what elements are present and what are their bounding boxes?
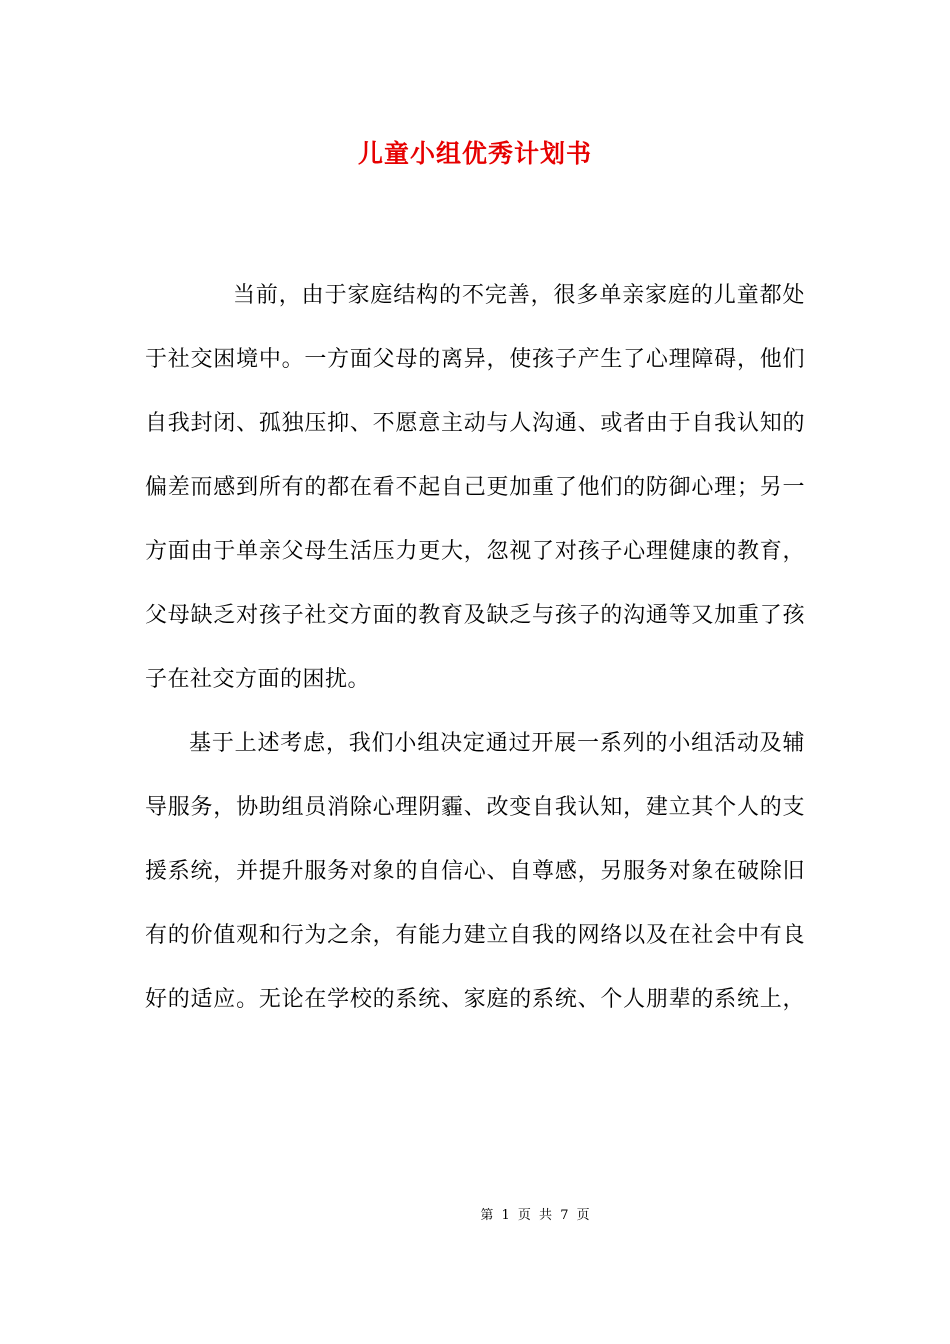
paragraph-2-line-4: 有的价值观和行为之余，有能力建立自我的网络以及在社会中有良	[145, 923, 805, 948]
paragraph-1-line-1: 当前，由于家庭结构的不完善，很多单亲家庭的儿童都处	[233, 283, 805, 308]
paragraph-2-line-3: 援系统，并提升服务对象的自信心、自尊感，另服务对象在破除旧	[145, 859, 805, 884]
paragraph-2-line-2: 导服务，协助组员消除心理阴霾、改变自我认知，建立其个人的支	[145, 795, 805, 820]
paragraph-1-line-7: 子在社交方面的困扰。	[145, 667, 371, 692]
document-title: 儿童小组优秀计划书	[357, 139, 592, 168]
document-body	[145, 274, 805, 1042]
paragraph-1-line-2: 于社交困境中。一方面父母的离异，使孩子产生了心理障碍，他们	[145, 347, 805, 372]
paragraph-1-line-6: 父母缺乏对孩子社交方面的教育及缺乏与孩子的沟通等又加重了孩	[145, 603, 805, 628]
paragraph-2-line-1: 基于上述考虑，我们小组决定通过开展一系列的小组活动及辅	[189, 731, 805, 756]
paragraph-1-line-4: 偏差而感到所有的都在看不起自己更加重了他们的防御心理；另一	[145, 475, 805, 500]
paragraph-1-line-5: 方面由于单亲父母生活压力更大，忽视了对孩子心理健康的教育，	[145, 539, 805, 564]
paragraph-1-line-3: 自我封闭、孤独压抑、不愿意主动与人沟通、或者由于自我认知的	[145, 411, 805, 436]
page-number-footer: 第 1 页 共 7 页	[480, 1208, 590, 1223]
paragraph-2-line-5: 好的适应。无论在学校的系统、家庭的系统、个人朋辈的系统上，	[145, 987, 805, 1012]
